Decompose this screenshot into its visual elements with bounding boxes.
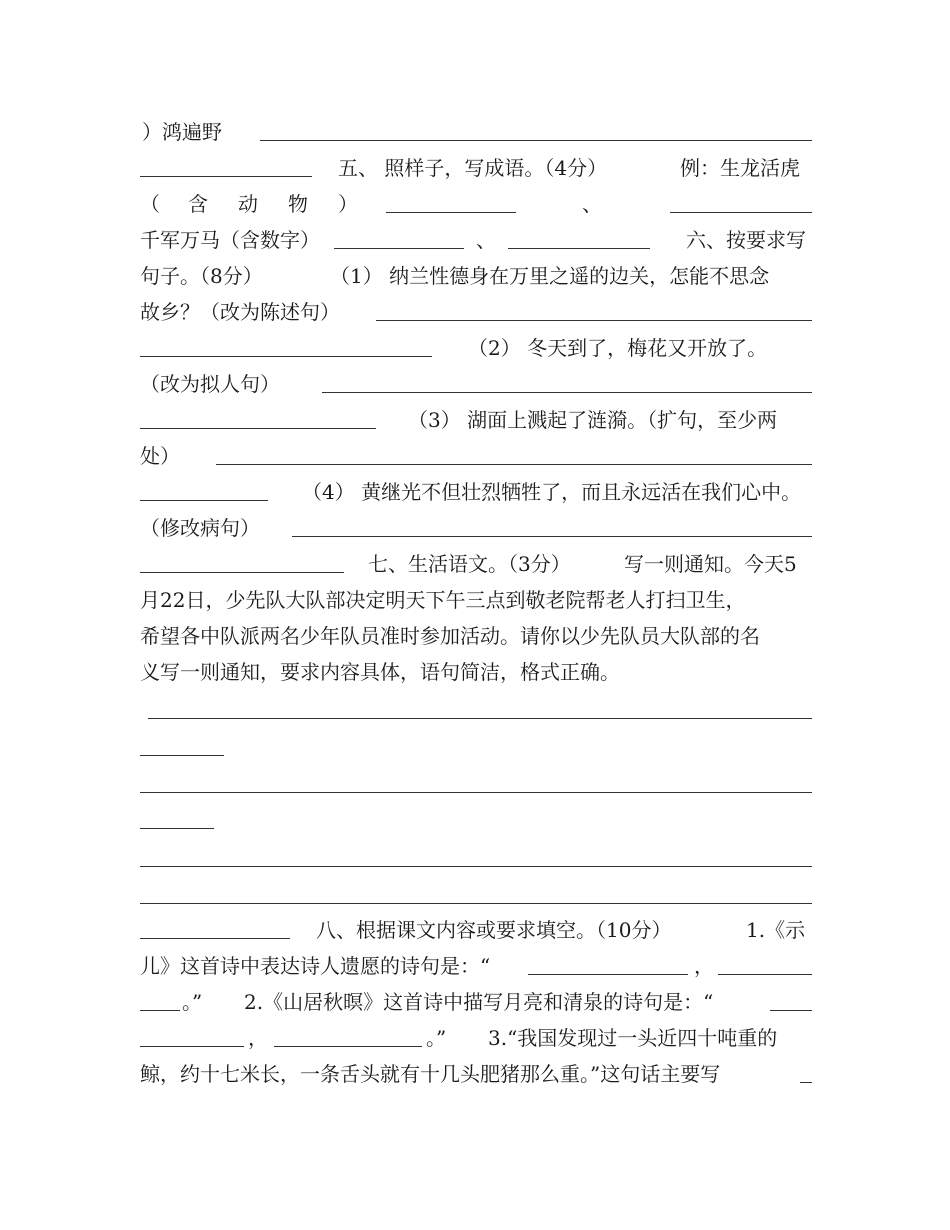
answer-blank[interactable]	[140, 1010, 180, 1011]
answer-blank[interactable]	[334, 248, 464, 249]
line-text: （改为拟人句）	[140, 372, 280, 396]
question-text: （2） 冬天到了，梅花又开放了。	[468, 336, 768, 360]
text-line	[140, 366, 812, 402]
section-six-heading: 六、按要求写	[686, 228, 806, 252]
text-line	[140, 186, 812, 222]
question-text: 3.“我国发现过一头近四十吨重的	[488, 1026, 778, 1050]
line-text: （修改病句）	[140, 516, 260, 540]
answer-blank[interactable]	[770, 1010, 812, 1011]
section-five-heading: 五、 照样子，写成语。（4分）	[338, 156, 608, 180]
text-line	[140, 474, 812, 510]
text-line	[140, 654, 812, 690]
question-text: 写一则通知。今天5	[624, 552, 797, 576]
separator-text: 。”	[426, 1026, 447, 1050]
answer-blank[interactable]	[140, 500, 268, 501]
writing-line[interactable]	[140, 792, 812, 793]
question-text: （4） 黄继光不但壮烈牺牲了，而且永远活在我们心中。	[302, 480, 802, 504]
question-text: 2.《山居秋暝》这首诗中描写月亮和清泉的诗句是：“	[244, 990, 714, 1014]
text-line	[140, 948, 812, 984]
paren-open: （	[140, 192, 160, 216]
char-text: 物	[288, 192, 308, 216]
char-text: 动	[238, 192, 258, 216]
example-text: 例：生龙活虎	[680, 156, 800, 180]
separator-text: 。”	[182, 990, 203, 1014]
line-text: 处）	[140, 444, 180, 468]
answer-blank[interactable]	[670, 212, 812, 213]
text-line	[140, 258, 812, 294]
char-text: 含	[188, 192, 208, 216]
text-line	[140, 438, 812, 474]
answer-blank[interactable]	[140, 938, 290, 939]
question-text: 月22日，少先队大队部决定明天下午三点到敬老院帮老人打扫卫生，	[140, 588, 746, 612]
line-text: ）鸿遍野	[142, 120, 222, 144]
section-seven-heading: 七、生活语文。（3分）	[368, 552, 571, 576]
section-eight-heading: 八、根据课文内容或要求填空。（10分）	[316, 918, 672, 942]
text-line	[140, 402, 812, 438]
writing-line[interactable]	[140, 866, 812, 867]
question-text: 1.《示	[746, 918, 806, 942]
separator-text: ，	[248, 1026, 268, 1050]
separator-text: 、	[476, 228, 496, 252]
answer-blank[interactable]	[140, 1046, 244, 1047]
question-text: （1） 纳兰性德身在万里之遥的边关，怎能不思念	[330, 264, 770, 288]
separator-text: 、	[582, 192, 602, 216]
answer-blank[interactable]	[216, 464, 812, 465]
writing-line[interactable]	[148, 718, 812, 719]
answer-blank[interactable]	[260, 140, 812, 141]
answer-blank[interactable]	[508, 248, 650, 249]
answer-blank[interactable]	[140, 428, 376, 429]
answer-blank[interactable]	[386, 212, 516, 213]
answer-blank[interactable]	[140, 572, 344, 573]
text-line	[140, 912, 812, 948]
text-line	[140, 546, 812, 582]
question-text: 希望各中队派两名少年队员准时参加活动。请你以少先队员大队部的名	[140, 624, 760, 648]
paren-close: ）	[338, 192, 358, 216]
text-line	[140, 114, 812, 150]
question-text: （3） 湖面上溅起了涟漪。（扩句，至少两	[408, 408, 778, 432]
question-text: 义写一则通知，要求内容具体，语句简洁，格式正确。	[140, 660, 620, 684]
answer-blank[interactable]	[140, 356, 432, 357]
writing-line[interactable]	[140, 903, 812, 904]
text-line	[140, 618, 812, 654]
question-text: 鲸，约十七米长，一条舌头就有十几头肥猪那么重。”这句话主要写	[140, 1062, 721, 1086]
text-line	[140, 582, 812, 618]
answer-blank[interactable]	[528, 974, 688, 975]
text-line	[140, 1056, 812, 1092]
answer-blank[interactable]	[718, 974, 812, 975]
answer-blank[interactable]	[292, 536, 812, 537]
writing-line[interactable]	[140, 828, 214, 829]
text-line	[140, 294, 812, 330]
question-text: 儿》这首诗中表达诗人遗愿的诗句是：“	[140, 954, 491, 978]
line-text: 故乡？（改为陈述句）	[140, 300, 340, 324]
text-line	[140, 510, 812, 546]
text-line	[140, 984, 812, 1020]
answer-blank[interactable]	[800, 1082, 812, 1083]
text-line	[140, 330, 812, 366]
answer-blank[interactable]	[376, 320, 812, 321]
answer-blank[interactable]	[140, 176, 312, 177]
writing-line[interactable]	[140, 755, 224, 756]
text-line	[140, 222, 812, 258]
line-text: 千军万马（含数字）	[140, 228, 320, 252]
line-text: 句子。（8分）	[140, 264, 263, 288]
text-line	[140, 150, 812, 186]
answer-blank[interactable]	[274, 1046, 422, 1047]
answer-blank[interactable]	[322, 392, 812, 393]
text-line	[140, 1020, 812, 1056]
separator-text: ，	[694, 954, 714, 978]
